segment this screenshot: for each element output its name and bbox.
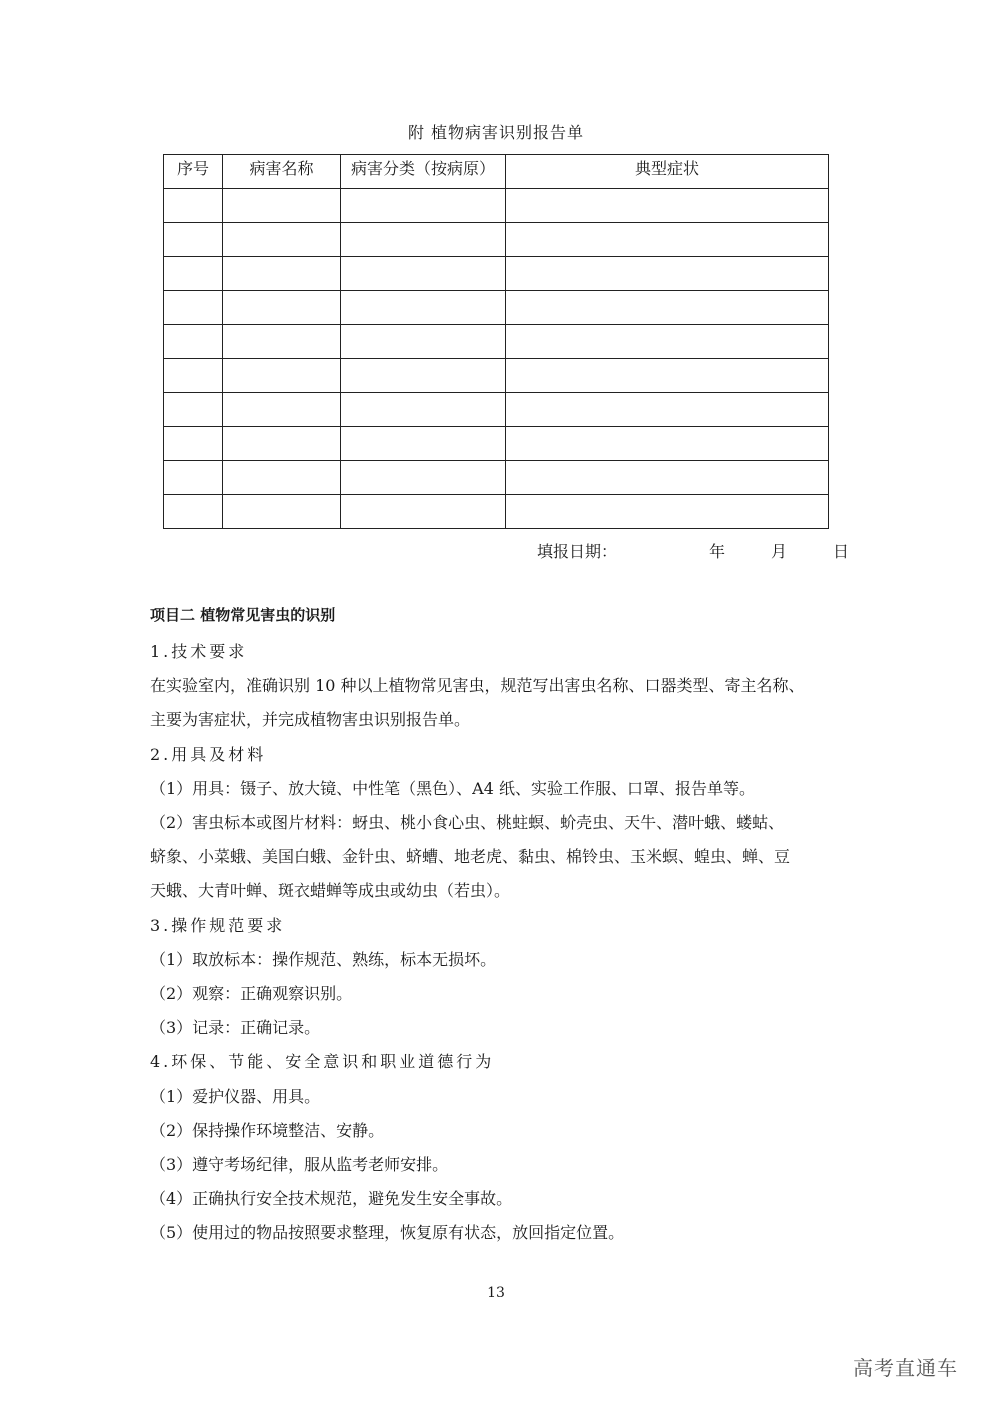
table-cell (164, 291, 223, 325)
section-heading: 2.用具及材料 (150, 745, 267, 764)
table-cell (341, 189, 506, 223)
section-text-line: 天蛾、大青叶蝉、斑衣蜡蝉等成虫或幼虫（若虫）。 (150, 881, 511, 900)
table-cell (223, 359, 341, 393)
table-cell (341, 223, 506, 257)
table-row (164, 291, 829, 325)
table-row (164, 427, 829, 461)
table-cell (223, 427, 341, 461)
section-text-line: 蛴象、小菜蛾、美国白蛾、金针虫、蛴螬、地老虎、黏虫、棉铃虫、玉米螟、蝗虫、蝉、豆 (150, 847, 791, 866)
section-text-line: （3）记录：正确记录。 (150, 1018, 321, 1037)
page-number: 13 (487, 1285, 505, 1301)
report-table-title: 附 植物病害识别报告单 (407, 123, 585, 142)
table-cell (164, 461, 223, 495)
table-row (164, 393, 829, 427)
header-typical-symptoms: 典型症状 (506, 155, 829, 189)
table-cell (341, 291, 506, 325)
table-cell (164, 257, 223, 291)
table-cell (341, 495, 506, 529)
table-cell (341, 461, 506, 495)
table-row (164, 257, 829, 291)
table-cell (223, 461, 341, 495)
section-text-line: 主要为害症状，并完成植物害虫识别报告单。 (150, 710, 471, 729)
section-title: 项目二 植物常见害虫的识别 (150, 606, 336, 624)
table-cell (223, 325, 341, 359)
section-heading: 1.技术要求 (150, 642, 248, 661)
section-text-line: （1）取放标本：操作规范、熟练，标本无损坏。 (150, 950, 497, 969)
table-cell (223, 189, 341, 223)
table-row (164, 223, 829, 257)
table-cell (223, 495, 341, 529)
fill-date-day: 日 (833, 542, 850, 561)
table-cell (164, 223, 223, 257)
table-cell (223, 223, 341, 257)
table-cell (506, 257, 829, 291)
section-heading: 4.环保、节能、安全意识和职业道德行为 (150, 1052, 495, 1071)
section-text-line: （3）遵守考场纪律，服从监考老师安排。 (150, 1155, 449, 1174)
section-heading: 3.操作规范要求 (150, 916, 286, 935)
fill-date-year: 年 (709, 542, 726, 561)
table-cell (164, 427, 223, 461)
section-text-line: 在实验室内，准确识别 10 种以上植物常见害虫，规范写出害虫名称、口器类型、寄主名称、 (150, 676, 805, 695)
section-text-line: （2）观察：正确观察识别。 (150, 984, 353, 1003)
table-cell (506, 393, 829, 427)
section-text-line: （2）保持操作环境整洁、安静。 (150, 1121, 385, 1140)
table-cell (164, 495, 223, 529)
table-cell (223, 257, 341, 291)
table-row (164, 189, 829, 223)
table-cell (341, 359, 506, 393)
header-disease-category: 病害分类（按病原） (341, 155, 506, 189)
section-text-line: （5）使用过的物品按照要求整理，恢复原有状态，放回指定位置。 (150, 1223, 625, 1242)
table-cell (506, 495, 829, 529)
table-row (164, 359, 829, 393)
table-cell (341, 393, 506, 427)
section-text-line: （2）害虫标本或图片材料：蚜虫、桃小食心虫、桃蛀螟、蚧壳虫、天牛、潜叶蛾、蝼蛄、 (150, 813, 785, 832)
table-cell (164, 325, 223, 359)
table-cell (341, 325, 506, 359)
table-cell (223, 291, 341, 325)
table-cell (341, 427, 506, 461)
section-text-line: （1）用具：镊子、放大镜、中性笔（黑色）、A4 纸、实验工作服、口罩、报告单等。 (150, 779, 756, 798)
table-cell (164, 393, 223, 427)
table-cell (506, 291, 829, 325)
fill-date-line (537, 539, 849, 562)
table-cell (164, 359, 223, 393)
disease-report-table (163, 154, 829, 529)
table-cell (223, 393, 341, 427)
table-cell (164, 189, 223, 223)
fill-date-month: 月 (771, 542, 788, 561)
table-header-row (164, 155, 829, 189)
table-cell (506, 223, 829, 257)
fill-date-label: 填报日期： (537, 542, 618, 561)
table-cell (506, 325, 829, 359)
header-serial: 序号 (164, 155, 223, 189)
header-disease-name: 病害名称 (223, 155, 341, 189)
watermark: 高考直通车 (853, 1356, 958, 1380)
section-text-line: （1）爱护仪器、用具。 (150, 1087, 321, 1106)
table-cell (506, 359, 829, 393)
table-cell (506, 189, 829, 223)
section-text-line: （4）正确执行安全技术规范，避免发生安全事故。 (150, 1189, 513, 1208)
table-cell (341, 257, 506, 291)
table-row (164, 495, 829, 529)
table-row (164, 325, 829, 359)
table-row (164, 461, 829, 495)
table-cell (506, 427, 829, 461)
table-cell (506, 461, 829, 495)
